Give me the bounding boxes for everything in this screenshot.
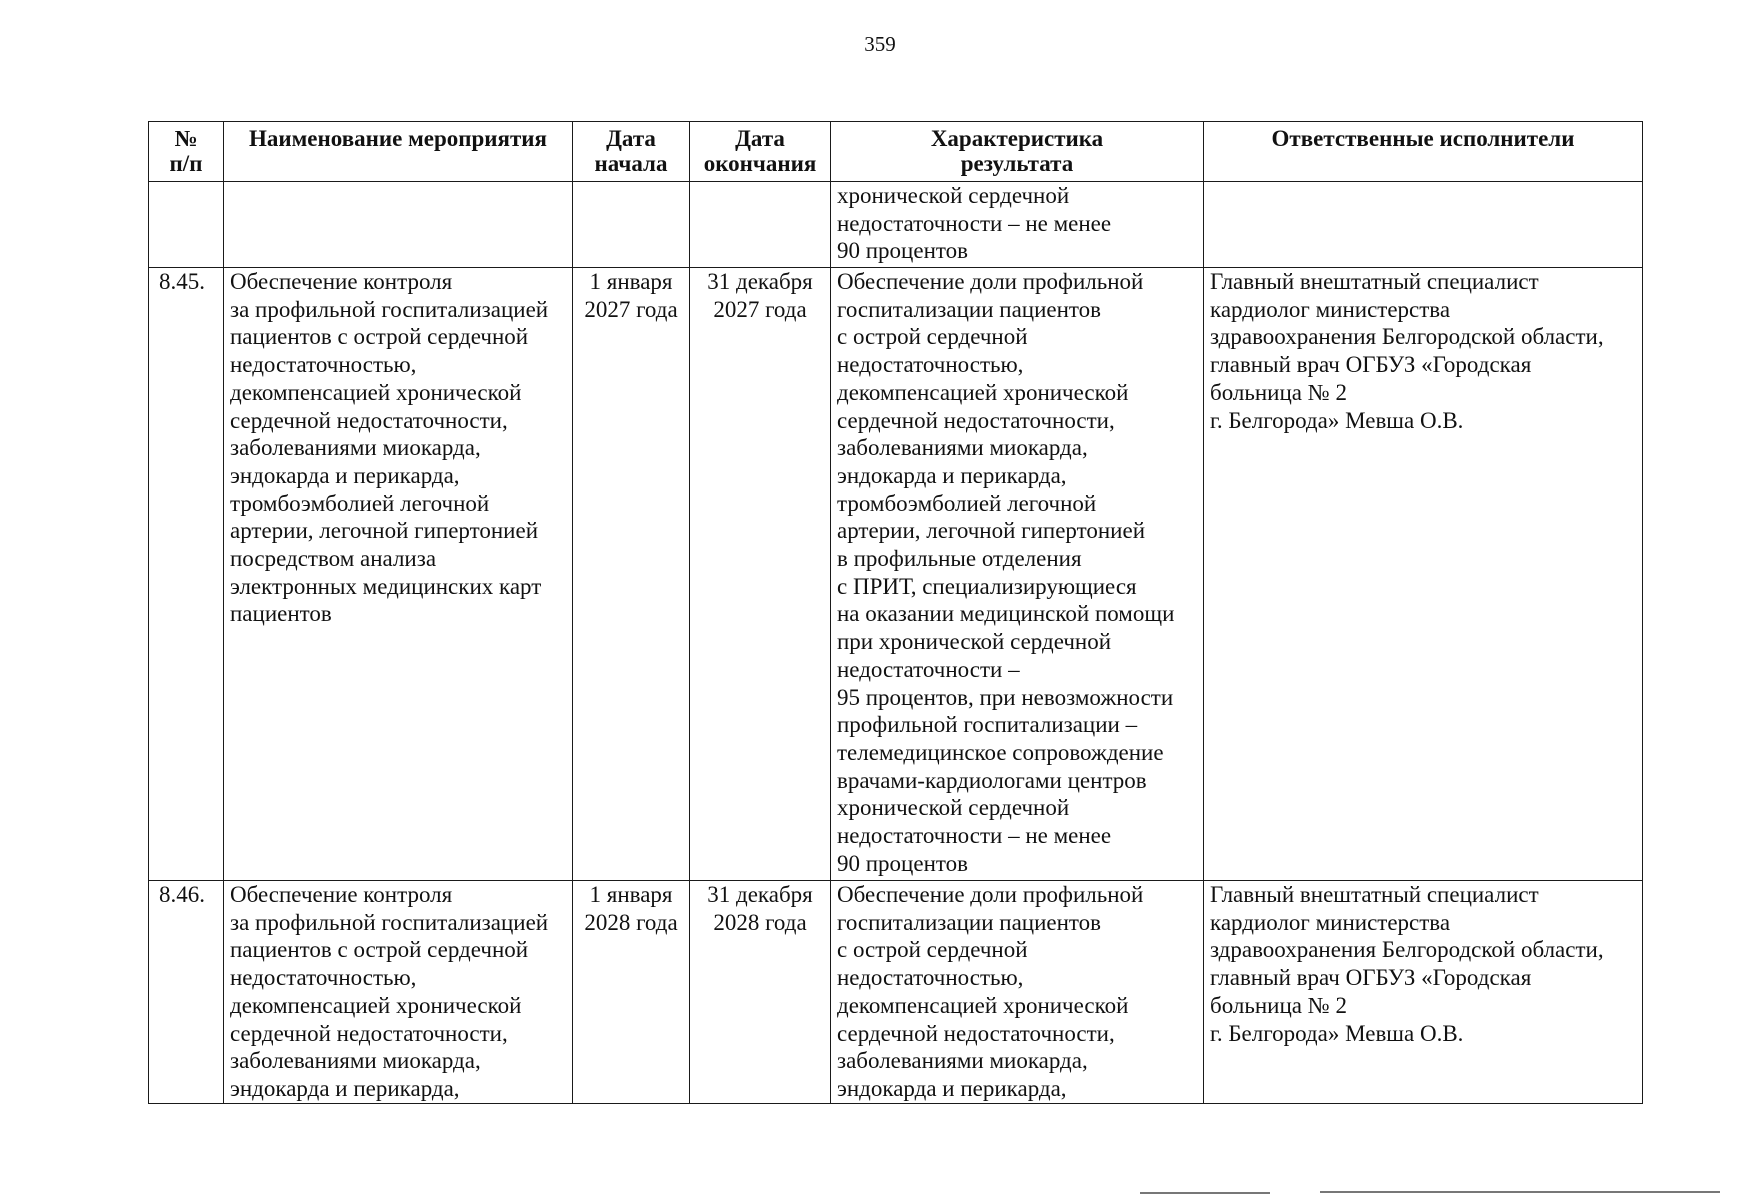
cell-text-line: недостаточностью, <box>837 352 1024 378</box>
cell-text-line: госпитализации пациентов <box>837 296 1102 322</box>
cell-text-line: Главный внештатный специалист <box>1210 269 1539 294</box>
cell-text-line: 90 процентов <box>837 238 968 264</box>
cell-text-line: недостаточности – <box>837 656 1020 682</box>
cell-text-line: 2028 года <box>584 909 678 935</box>
cell-text-line: 31 декабря <box>707 269 813 294</box>
cell-text-line: сердечной недостаточности, <box>230 407 508 433</box>
cell-text-line: недостаточности – не менее <box>837 823 1112 849</box>
header-number <box>149 122 224 182</box>
cell-text-line: эндокарда и перикарда, <box>230 1075 460 1101</box>
header-text: Ответственные исполнители <box>1271 126 1575 151</box>
cell-text-line: пациентов с острой сердечной <box>230 324 529 350</box>
activities-table <box>148 121 1643 1104</box>
cell-text-line: тромбоэмболией легочной <box>837 490 1097 516</box>
cell-text-line: тромбоэмболией легочной <box>230 490 490 516</box>
cell-end <box>690 182 831 268</box>
cell-text-line: хронической сердечной <box>837 183 1070 208</box>
cell-text-line: 90 процентов <box>837 850 968 876</box>
cell-end <box>690 881 831 1104</box>
cell-responsible <box>1204 182 1643 268</box>
header-activity-name <box>224 122 573 182</box>
page-number: 359 <box>864 32 896 56</box>
cell-start <box>573 881 690 1104</box>
cell-text-line: хронической сердечной <box>837 795 1070 821</box>
cell-text-line: кардиолог министерства <box>1210 296 1451 322</box>
cell-text-line: недостаточностью, <box>837 965 1024 991</box>
cell-text-line: с острой сердечной <box>837 937 1028 963</box>
cell-text-line: г. Белгорода» Мевша О.В. <box>1210 407 1464 433</box>
cell-text-line: Главный внештатный специалист <box>1210 882 1539 907</box>
header-text: окончания <box>703 151 817 176</box>
cell-text-line: Обеспечение доли профильной <box>837 269 1144 294</box>
cell-text-line: г. Белгорода» Мевша О.В. <box>1210 1020 1464 1046</box>
cell-text-line: Обеспечение доли профильной <box>837 882 1144 907</box>
cell-responsible <box>1204 881 1643 1104</box>
cell-start <box>573 182 690 268</box>
table-row <box>149 881 1643 1104</box>
header-text: Наименование мероприятия <box>249 126 547 151</box>
cell-text-line: 2027 года <box>584 296 678 322</box>
cell-text-line: 2027 года <box>713 296 807 322</box>
cell-text-line: недостаточностью, <box>230 965 417 991</box>
table-header-row <box>149 122 1643 182</box>
cell-text-line: профильной госпитализации – <box>837 712 1138 738</box>
scan-artifact-line <box>1140 1192 1270 1194</box>
cell-text-line: Обеспечение контроля <box>230 269 453 294</box>
cell-name <box>224 881 573 1104</box>
cell-text-line: больница № 2 <box>1210 992 1347 1018</box>
cell-result <box>831 881 1204 1104</box>
cell-text-line: недостаточности – не менее <box>837 210 1112 236</box>
cell-result <box>831 182 1204 268</box>
cell-text-line: артерии, легочной гипертонией <box>837 518 1146 544</box>
cell-text-line: за профильной госпитализацией <box>230 909 549 935</box>
cell-text-line: сердечной недостаточности, <box>837 407 1115 433</box>
cell-text-line: 1 января <box>589 882 673 907</box>
cell-text-line: 31 декабря <box>707 882 813 907</box>
cell-text-line: заболеваниями миокарда, <box>837 435 1088 461</box>
cell-text-line: с острой сердечной <box>837 324 1028 350</box>
cell-text-line: сердечной недостаточности, <box>230 1020 508 1046</box>
cell-text-line: главный врач ОГБУЗ «Городская <box>1210 965 1532 991</box>
cell-name <box>224 182 573 268</box>
table-row <box>149 268 1643 881</box>
header-result <box>831 122 1204 182</box>
cell-text-line: недостаточностью, <box>230 352 417 378</box>
header-text: Дата <box>606 126 656 151</box>
cell-text-line: эндокарда и перикарда, <box>837 1075 1067 1101</box>
header-text: № <box>174 126 198 151</box>
cell-text-line: артерии, легочной гипертонией <box>230 518 539 544</box>
cell-number <box>149 182 224 268</box>
header-responsible <box>1204 122 1643 182</box>
cell-text-line: главный врач ОГБУЗ «Городская <box>1210 352 1532 378</box>
header-text: Характеристика <box>930 126 1104 151</box>
cell-number: 8.45. <box>149 268 224 881</box>
cell-text-line: посредством анализа <box>230 546 437 572</box>
cell-start <box>573 268 690 881</box>
cell-text-line: эндокарда и перикарда, <box>837 462 1067 488</box>
cell-text-line: здравоохранения Белгородской области, <box>1210 324 1604 350</box>
cell-text-line: Обеспечение контроля <box>230 882 453 907</box>
cell-text-line: декомпенсацией хронической <box>230 992 522 1018</box>
cell-text-line: в профильные отделения <box>837 546 1082 572</box>
cell-text-line: 95 процентов, при невозможности <box>837 684 1174 710</box>
cell-text-line: пациентов <box>230 601 332 627</box>
cell-text-line: на оказании медицинской помощи <box>837 601 1175 627</box>
header-text: результата <box>960 151 1074 176</box>
cell-text-line: заболеваниями миокарда, <box>230 435 481 461</box>
table-row-continuation <box>149 182 1643 268</box>
cell-text-line: заболеваниями миокарда, <box>837 1048 1088 1074</box>
header-text: Дата <box>735 126 785 151</box>
cell-text-line: декомпенсацией хронической <box>837 379 1129 405</box>
cell-text-line: кардиолог министерства <box>1210 909 1451 935</box>
cell-text-line: сердечной недостаточности, <box>837 1020 1115 1046</box>
cell-text-line: телемедицинское сопровождение <box>837 739 1164 765</box>
cell-text-line: декомпенсацией хронической <box>837 992 1129 1018</box>
cell-text-line: эндокарда и перикарда, <box>230 462 460 488</box>
scan-artifact-line <box>1320 1191 1720 1193</box>
header-text: начала <box>594 151 668 176</box>
cell-text-line: врачами-кардиологами центров <box>837 767 1147 793</box>
cell-text-line: 2028 года <box>713 909 807 935</box>
cell-text-line: больница № 2 <box>1210 379 1347 405</box>
cell-text-line: здравоохранения Белгородской области, <box>1210 937 1604 963</box>
cell-text-line: заболеваниями миокарда, <box>230 1048 481 1074</box>
header-text: п/п <box>169 151 203 176</box>
cell-text-line: с ПРИТ, специализирующиеся <box>837 573 1137 599</box>
cell-number: 8.46. <box>149 881 224 1104</box>
cell-end <box>690 268 831 881</box>
header-end-date <box>690 122 831 182</box>
cell-text-line: электронных медицинских карт <box>230 573 542 599</box>
cell-text-line: госпитализации пациентов <box>837 909 1102 935</box>
cell-text-line: 1 января <box>589 269 673 294</box>
cell-responsible <box>1204 268 1643 881</box>
cell-text-line: декомпенсацией хронической <box>230 379 522 405</box>
cell-text-line: за профильной госпитализацией <box>230 296 549 322</box>
cell-text-line: при хронической сердечной <box>837 629 1112 655</box>
header-start-date <box>573 122 690 182</box>
cell-name <box>224 268 573 881</box>
cell-text-line: пациентов с острой сердечной <box>230 937 529 963</box>
cell-result <box>831 268 1204 881</box>
